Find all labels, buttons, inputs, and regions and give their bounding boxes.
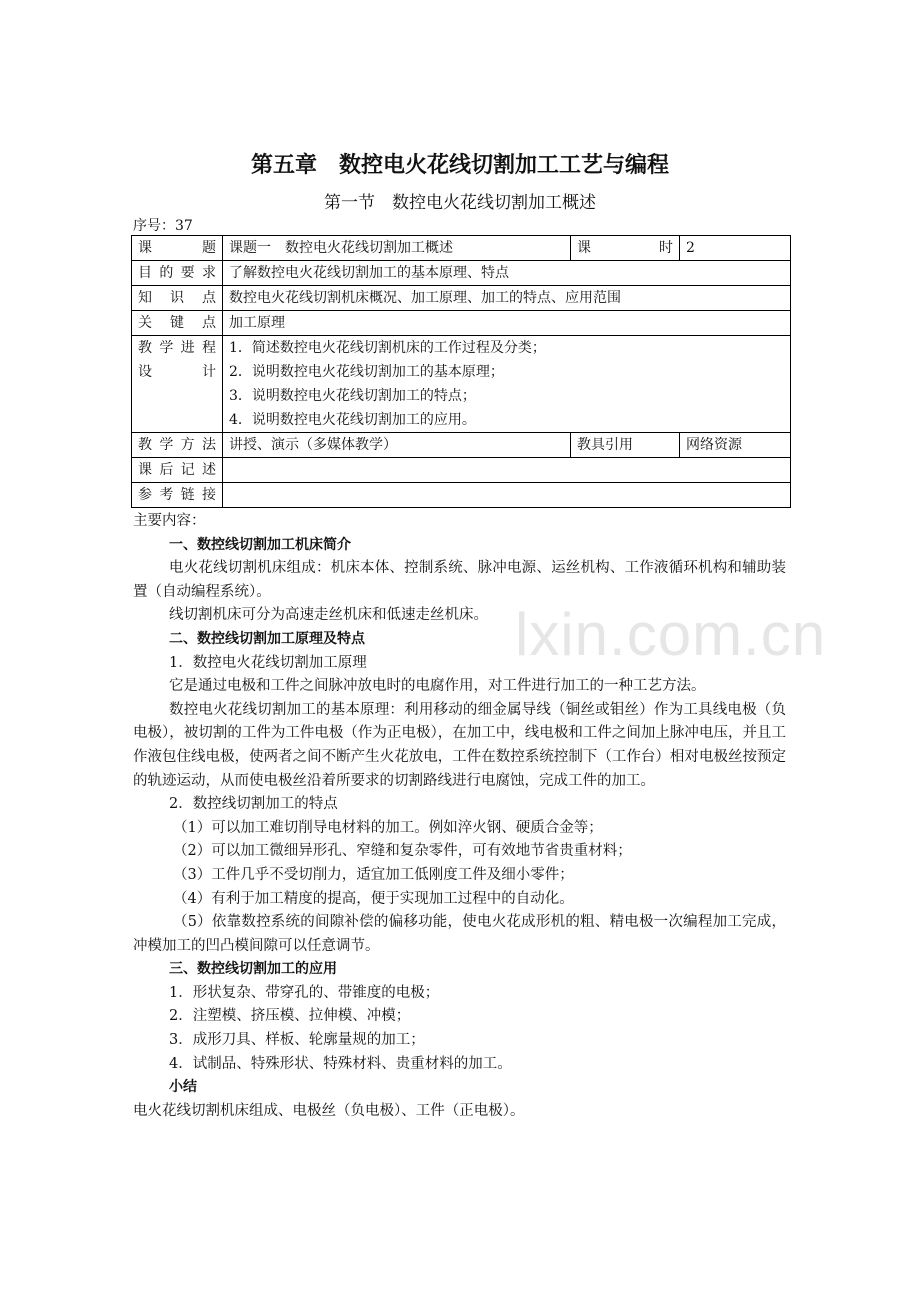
subheading: 2．数控线切割加工的特点	[169, 796, 338, 813]
aids-label: 教具引用	[571, 433, 680, 458]
topic-label: 课 题	[132, 236, 223, 261]
lesson-info-table	[131, 235, 791, 508]
process-items	[223, 336, 791, 433]
goal-value: 了解数控电火花线切割加工的基本原理、特点	[223, 261, 791, 286]
table-row	[132, 458, 791, 483]
list-item: 2．说明数控电火花线切割加工的基本原理；	[229, 364, 504, 380]
process-label-line1: 教学进程	[138, 340, 216, 356]
list-item: 4．说明数控电火花线切割加工的应用。	[229, 412, 476, 428]
section-title: 第一节 数控电火花线切割加工概述	[324, 193, 596, 213]
paragraph: 数控电火花线切割加工的基本原理：利用移动的细金属导线（铜丝或钼丝）作为工具线电极（负电极），被切割的工件为工件电极（作为正电极），在加工中，线电极和工件之间加上脉冲电压，并且工作液包住线电极，使两者之间不断产生火花放电，工件在数控系统控制下（工作台）相对电极丝按预定的轨迹运动，从而使电极丝沿着所要求的切割路线进行电腐蚀，完成工件的加工。	[133, 701, 786, 789]
table-row	[132, 336, 791, 433]
notes-value	[223, 458, 791, 483]
watermark: lxin.com.cn	[515, 601, 827, 668]
table-row	[132, 261, 791, 286]
table-row	[132, 483, 791, 508]
method-value: 讲授、演示（多媒体教学）	[223, 433, 571, 458]
aids-value: 网络资源	[680, 433, 791, 458]
list-item: 1．简述数控电火花线切割机床的工作过程及分类；	[229, 340, 546, 356]
summary-text: 电火花线切割机床组成、电极丝（负电极）、工件（正电极）。	[133, 1102, 525, 1119]
hours-value: 2	[680, 236, 791, 261]
process-label-line2: 设 计	[138, 364, 216, 380]
table-row	[132, 286, 791, 311]
sequence-number: 序号：37	[133, 218, 193, 234]
list-item: 2．注塑模、挤压模、拉伸模、冲模；	[169, 1008, 411, 1025]
main-content	[133, 510, 786, 1123]
notes-label: 课后记述	[132, 458, 223, 483]
list-item: （4）有利于加工精度的提高，便于实现加工过程中的自动化。	[173, 890, 574, 907]
table-row	[132, 311, 791, 336]
list-item: （3）工件几乎不受切削力，适宜加工低刚度工件及细小零件；	[173, 866, 574, 883]
paragraph: 线切割机床可分为高速走丝机床和低速走丝机床。	[169, 607, 488, 624]
topic-value: 课题一 数控电火花线切割加工概述	[223, 236, 571, 261]
hours-label: 课 时	[571, 236, 680, 261]
subheading: 1．数控电火花线切割加工原理	[169, 654, 367, 671]
list-item: （2）可以加工微细异形孔、窄缝和复杂零件，可有效地节省贵重材料；	[173, 843, 632, 860]
summary-heading: 小结	[169, 1079, 197, 1096]
list-item: 3．成形刀具、样板、轮廓量规的加工；	[169, 1032, 425, 1049]
section-heading-1: 一、数控线切割加工机床简介	[169, 536, 351, 553]
goal-label: 目的要求	[132, 261, 223, 286]
section-heading-2: 二、数控线切割加工原理及特点	[169, 630, 365, 647]
process-label	[132, 336, 223, 433]
paragraph: 它是通过电极和工件之间脉冲放电时的电腐作用，对工件进行加工的一种工艺方法。	[169, 678, 706, 695]
key-point-label: 关 键 点	[132, 311, 223, 336]
list-item: 3．说明数控电火花线切割加工的特点；	[229, 388, 476, 404]
section-heading-3: 三、数控线切割加工的应用	[169, 961, 337, 978]
chapter-title: 第五章 数控电火花线切割加工工艺与编程	[250, 153, 669, 178]
reference-value	[223, 483, 791, 508]
list-item: （5）依靠数控系统的间隙补偿的偏移功能，使电火花成形机的粗、精电极一次编程加工完成，冲模加工的凹凸模间隙可以任意调节。	[133, 914, 786, 954]
table-row	[132, 433, 791, 458]
list-item: 1．形状复杂、带穿孔的、带锥度的电极；	[169, 984, 440, 1001]
list-item: （1）可以加工难切削导电材料的加工。例如淬火钢、硬质合金等；	[173, 819, 603, 836]
content-intro: 主要内容：	[133, 513, 206, 529]
paragraph: 电火花线切割机床组成：机床本体、控制系统、脉冲电源、运丝机构、工作液循环机构和辅助装置（自动编程系统）。	[133, 560, 786, 600]
table-row	[132, 236, 791, 261]
reference-label: 参考链接	[132, 483, 223, 508]
key-point-value: 加工原理	[223, 311, 791, 336]
knowledge-label: 知 识 点	[132, 286, 223, 311]
method-label: 教学方法	[132, 433, 223, 458]
knowledge-value: 数控电火花线切割机床概况、加工原理、加工的特点、应用范围	[223, 286, 791, 311]
list-item: 4．试制品、特殊形状、特殊材料、贵重材料的加工。	[169, 1055, 512, 1072]
